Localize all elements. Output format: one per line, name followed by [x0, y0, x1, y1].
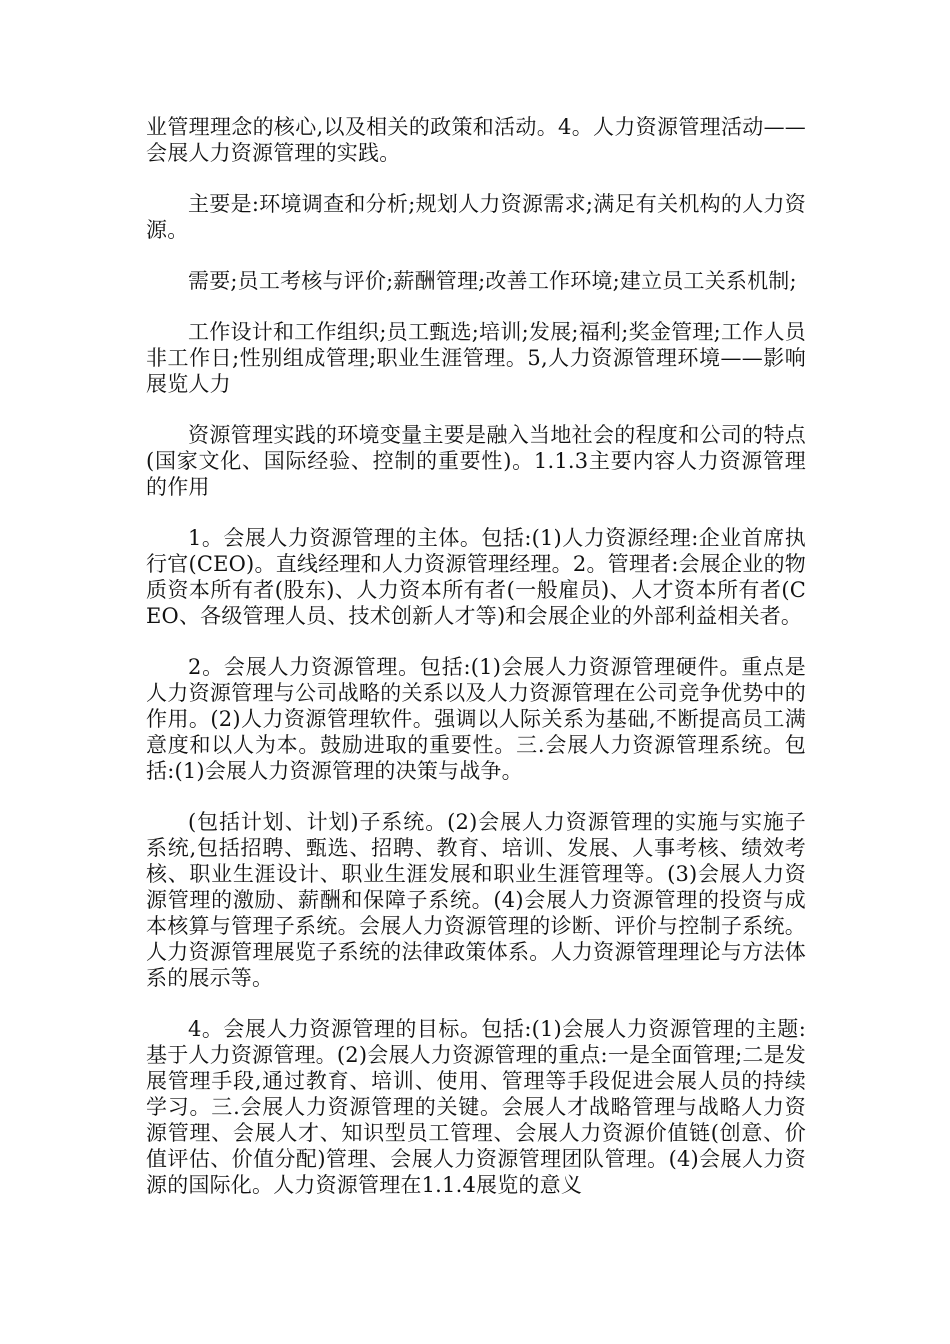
paragraph-7: 2。会展人力资源管理。包括:(1)会展人力资源管理硬件。重点是人力资源管理与公司战略的关系以及人力资源管理在公司竞争优势中的作用。(2)人力资源管理软件。强调以人际关系为基础,不断提高员工满意度和以人为本。鼓励进取的重要性。三.会展人力资源管理系统。包括:(1)会展人力资源管理的决策与战争。: [146, 655, 806, 783]
paragraph-2: 主要是:环境调查和分析;规划人力资源需求;满足有关机构的人力资源。: [146, 192, 806, 242]
document-body: [146, 114, 806, 1223]
paragraph-6: 1。会展人力资源管理的主体。包括:(1)人力资源经理:企业首席执行官(CEO)。直线经理和人力资源管理经理。2。管理者:会展企业的物质资本所有者(股东)、人力资本所有者(一般雇员)、人才资本所有者(CEO、各级管理人员、技术创新人才等)和会展企业的外部利益相关者。: [146, 526, 806, 628]
paragraph-4: 工作设计和工作组织;员工甄选;培训;发展;福利;奖金管理;工作人员非工作日;性别组成管理;职业生涯管理。5,人力资源管理环境——影响展览人力: [146, 320, 806, 396]
paragraph-9: 4。会展人力资源管理的目标。包括:(1)会展人力资源管理的主题:基于人力资源管理。(2)会展人力资源管理的重点:一是全面管理;二是发展管理手段,通过教育、培训、使用、管理等手段促进会展人员的持续学习。三.会展人力资源管理的关键。会展人才战略管理与战略人力资源管理、会展人才、知识型员工管理、会展人力资源价值链(创意、价值评估、价值分配)管理、会展人力资源管理团队管理。(4)会展人力资源的国际化。人力资源管理在1.1.4展览的意义: [146, 1017, 806, 1197]
paragraph-1: 业管理理念的核心,以及相关的政策和活动。4。人力资源管理活动——会展人力资源管理的实践。: [146, 115, 806, 165]
paragraph-3: 需要;员工考核与评价;薪酬管理;改善工作环境;建立员工关系机制;: [188, 269, 797, 293]
paragraph-8: (包括计划、计划)子系统。(2)会展人力资源管理的实施与实施子系统,包括招聘、甄选、招聘、教育、培训、发展、人事考核、绩效考核、职业生涯设计、职业生涯发展和职业生涯管理等。(3)会展人力资源管理的激励、薪酬和保障子系统。(4)会展人力资源管理的投资与成本核算与管理子系统。会展人力资源管理的诊断、评价与控制子系统。人力资源管理展览子系统的法律政策体系。人力资源管理理论与方法体系的展示等。: [146, 810, 806, 990]
paragraph-5: 资源管理实践的环境变量主要是融入当地社会的程度和公司的特点(国家文化、国际经验、控制的重要性)。1.1.3主要内容人力资源管理的作用: [146, 423, 806, 499]
